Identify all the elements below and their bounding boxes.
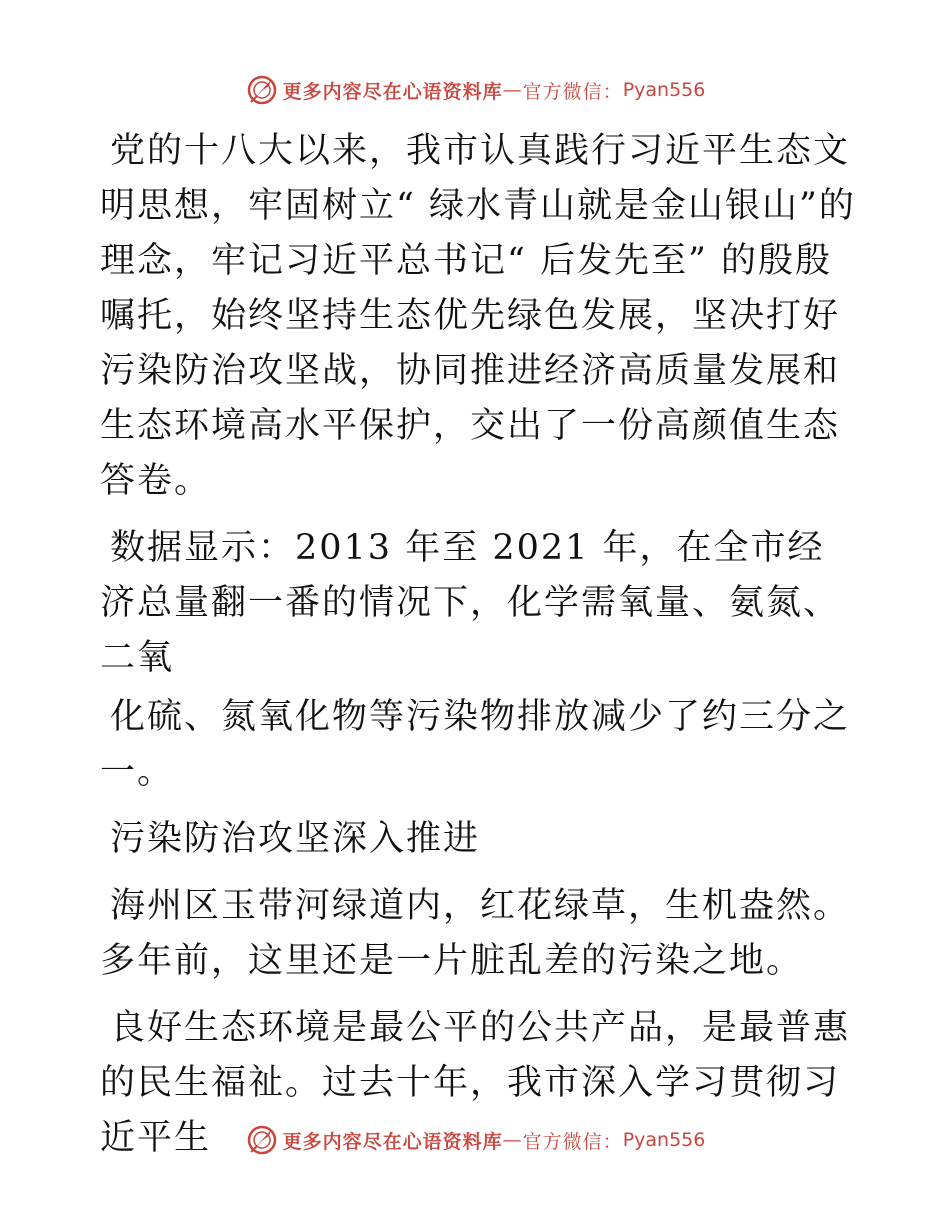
banner-wechat-id: Pyan556 — [622, 1129, 706, 1151]
paragraph-data-continued: 化硫、氮氧化物等污染物排放减少了约三分之一。 — [100, 697, 851, 792]
paragraph-ecology: 良好生态环境是最公平的公共产品，是最普惠的民生福祉。过去十年，我市深入学习贯彻习近平生 — [100, 1008, 851, 1158]
section-heading: 污染防治攻坚深入推进 — [110, 819, 481, 859]
banner-wechat-label: 官方微信： — [522, 80, 623, 103]
banner-site-name: 更多内容尽在心语资料库 — [282, 1130, 503, 1153]
banner-wechat-label: 官方微信： — [522, 1130, 623, 1153]
paragraph-haizhou: 海州区玉带河绿道内，红花绿草，生机盎然。多年前，这里还是一片脏乱差的污染之地。 — [100, 886, 851, 981]
quill-logo-icon — [245, 1123, 279, 1157]
quill-logo-icon — [245, 73, 279, 107]
paragraph-intro: 党的十八大以来，我市认真践行习近平生态文明思想，牢固树立“ 绿水青山就是金山银山”的理念，牢记习近平总书记“ 后发先至” 的殷殷嘱托，始终坚持生态优先绿色发展，坚决打好污染防治攻坚战，协同推进经济高质量发展和生态环境高水平保护，交出了一份高颜值生态答卷。 — [100, 131, 856, 501]
header-watermark — [0, 70, 950, 110]
banner-wechat-id: Pyan556 — [622, 79, 706, 101]
paragraph-data: 数据显示：2013 年至 2021 年，在全市经济总量翻一番的情况下，化学需氧量、氨氮、二氧 — [100, 528, 841, 678]
banner-site-name: 更多内容尽在心语资料库 — [282, 80, 503, 103]
footer-watermark — [0, 1120, 950, 1160]
banner-dash: — — [502, 1129, 523, 1151]
article-body — [100, 124, 860, 1178]
banner-dash: — — [502, 79, 523, 101]
